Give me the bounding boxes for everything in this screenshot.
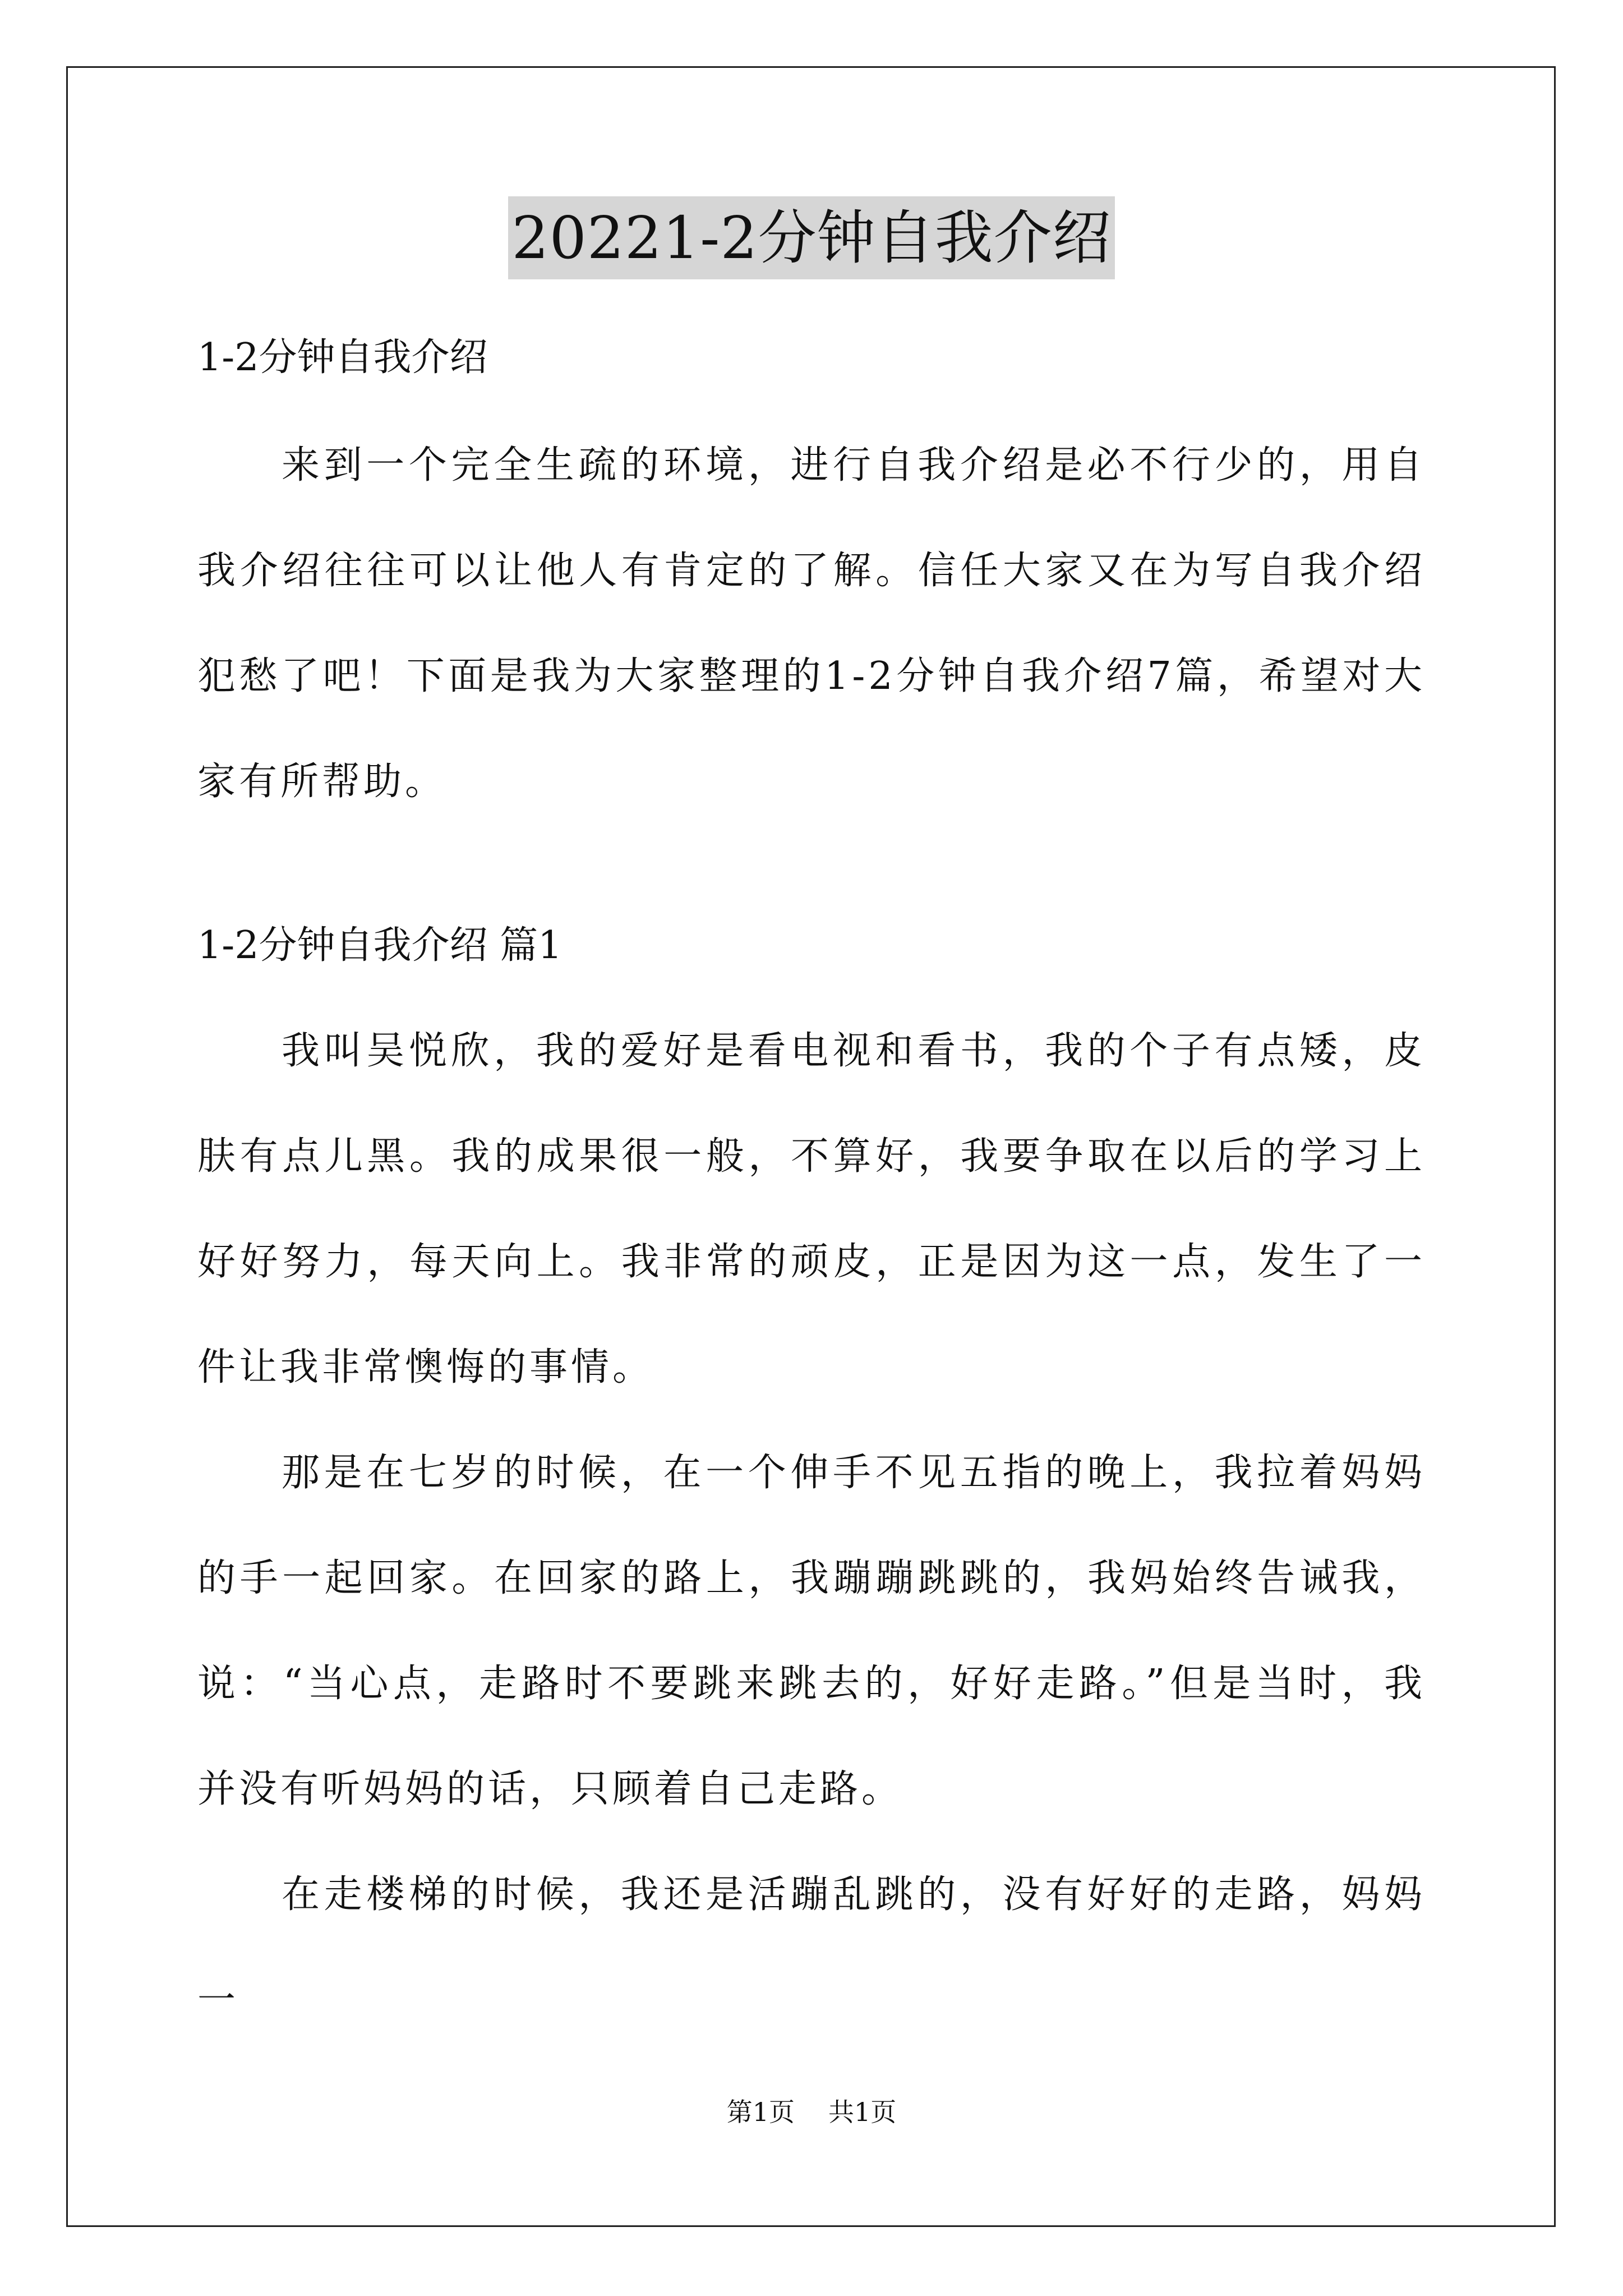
document-body xyxy=(197,331,1426,2053)
page-number: 第1页 xyxy=(726,2097,795,2127)
intro-block xyxy=(197,413,1426,835)
document-title: 20221-2分钟自我介绍 xyxy=(508,196,1114,279)
body-paragraph-1: 我叫吴悦欣，我的爱好是看电视和看书，我的个子有点矮，皮肤有点儿黑。我的成果很一般，不算好，我要争取在以后的学习上好好努力，每天向上。我非常的顽皮，正是因为这一点，发生了一件让我非常懊悔的事情。 xyxy=(197,1029,1426,1389)
title-wrap xyxy=(0,196,1623,279)
page-footer xyxy=(0,2095,1623,2129)
section-title: 1-2分钟自我介绍 篇1 xyxy=(197,923,562,968)
section-gap xyxy=(197,835,1426,919)
body-paragraph-3: 在走楼梯的时候，我还是活蹦乱跳的，没有好好的走路，妈妈一 xyxy=(197,1872,1426,2022)
body-paragraph-2: 那是在七岁的时候，在一个伸手不见五指的晚上，我拉着妈妈的手一起回家。在回家的路上，我蹦蹦跳跳的，我妈始终告诫我，说：“当心点，走路时不要跳来跳去的，好好走路。”但是当时，我并没有听妈妈的话，只顾着自己走路。 xyxy=(197,1451,1426,1811)
document-subtitle: 1-2分钟自我介绍 xyxy=(197,335,488,380)
page-total: 共1页 xyxy=(828,2097,897,2127)
intro-paragraph: 来到一个完全生疏的环境，进行自我介绍是必不行少的，用自我介绍往往可以让他人有肯定的了解。信任大家又在为写自我介绍犯愁了吧！下面是我为大家整理的1-2分钟自我介绍7篇，希望对大家有所帮助。 xyxy=(197,443,1426,804)
